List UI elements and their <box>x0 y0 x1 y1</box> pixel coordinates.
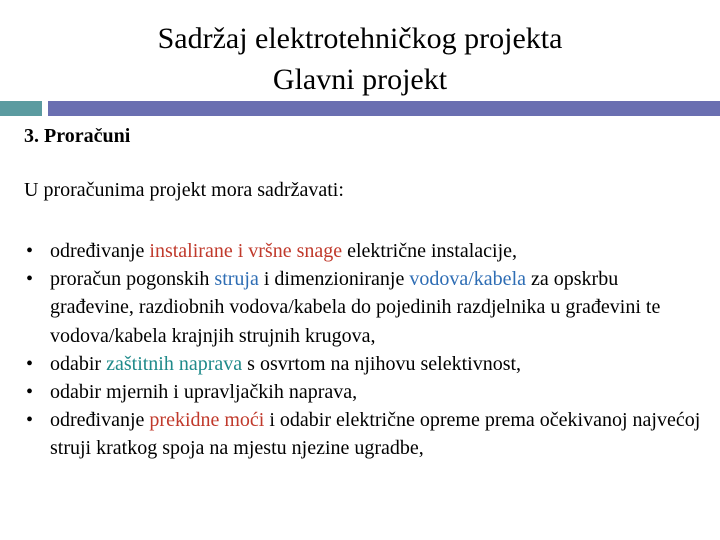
bullet-text: s osvrtom na njihovu selektivnost, <box>242 352 522 375</box>
accent-bar-blue <box>48 101 720 116</box>
bullet-text: određivanje <box>50 240 150 262</box>
slide-title-line-2: Glavni projekt <box>272 63 448 96</box>
highlighted-term: prekidne moći <box>149 409 265 432</box>
slide-title <box>0 18 720 100</box>
accent-bar-teal <box>0 101 42 116</box>
bullet-item <box>24 406 704 462</box>
bullet-text: proračun pogonskih <box>50 268 215 291</box>
highlighted-term: struja <box>214 268 259 291</box>
bullet-item <box>24 237 704 265</box>
highlighted-term: vodova/kabela <box>409 268 526 291</box>
bullet-list <box>24 237 704 463</box>
section-heading: 3. Proračuni <box>24 125 131 147</box>
bullet-item <box>24 265 704 350</box>
bullet-text: električne instalacije, <box>342 240 518 262</box>
bullet-dot: • <box>26 381 34 404</box>
bullet-dot: • <box>26 268 34 291</box>
bullet-text: odabir mjernih i upravljačkih naprava, <box>50 381 358 404</box>
bullet-text: za opskrbu građevine, razdiobnih vodova/kabela do pojedinih razdjelnika u građevini te vodova/kabela krajnjih strujnih krugova, <box>50 268 661 347</box>
highlighted-term: instalirane i vršne snage <box>149 240 343 262</box>
bullet-dot: • <box>26 240 34 262</box>
bullet-item <box>24 350 704 378</box>
bullet-text: i odabir električne opreme prema očekivanoj najvećoj struji kratkog spoja na mjestu njezine ugradbe, <box>50 409 701 460</box>
slide-title-line-1: Sadržaj elektrotehničkog projekta <box>157 22 563 55</box>
intro-text: U proračunima projekt mora sadržavati: <box>24 179 344 201</box>
highlighted-term: zaštitnih naprava <box>106 352 243 375</box>
bullet-dot: • <box>26 409 34 432</box>
bullet-dot: • <box>26 352 34 375</box>
bullet-text: određivanje <box>50 409 150 432</box>
bullet-text: i dimenzioniranje <box>258 268 410 291</box>
bullet-item <box>24 378 704 406</box>
bullet-text: odabir <box>50 352 107 375</box>
